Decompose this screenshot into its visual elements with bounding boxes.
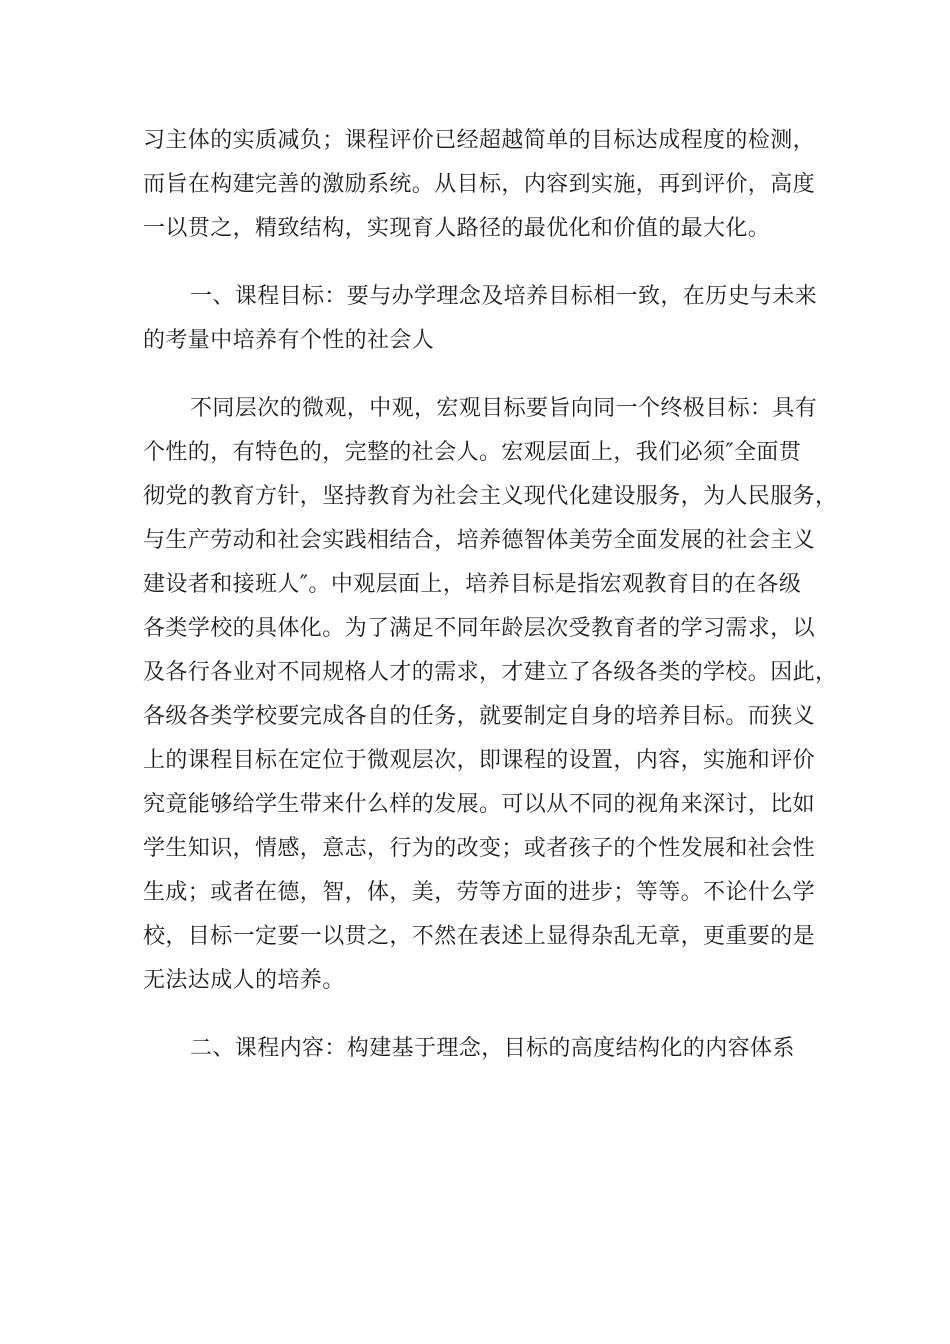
section-heading-2: 二、课程内容：构建基于理念，目标的高度结构化的内容体系 [190,1036,795,1061]
paragraph-line: 不同层次的微观，中观，宏观目标要旨向同一个终极目标：具有 [190,396,818,421]
paragraph-line: 各类学校的具体化。为了满足不同年龄层次受教育者的学习需求，以 [143,616,816,641]
paragraph-line: 及各行各业对不同规格人才的需求，才建立了各级各类的学校。因此， [143,660,838,685]
paragraph-line: 各级各类学校要完成各自的任务，就要制定自身的培养目标。而狭义 [143,704,816,729]
paragraph-line: 建设者和接班人″。中观层面上，培养目标是指宏观教育目的在各级 [143,572,802,597]
paragraph-line: 而旨在构建完善的激励系统。从目标，内容到实施，再到评价，高度 [143,172,816,197]
section-heading-1-cont: 的考量中培养有个性的社会人 [143,328,435,353]
paragraph-line: 个性的，有特色的，完整的社会人。宏观层面上，我们必须″全面贯 [143,440,802,465]
paragraph-line: 校，目标一定要一以贯之，不然在表述上显得杂乱无章，更重要的是 [143,924,816,949]
paragraph-line: 究竟能够给学生带来什么样的发展。可以从不同的视角来深讨，比如 [143,792,816,817]
paragraph-line: 学生知识，情感，意志，行为的改变；或者孩子的个性发展和社会性 [143,836,816,861]
section-heading-1: 一、课程目标：要与办学理念及培养目标相一致，在历史与未来 [190,284,818,309]
paragraph-line: 一以贯之，精致结构，实现育人路径的最优化和价值的最大化。 [143,216,771,241]
paragraph-line: 与生产劳动和社会实践相结合，培养德智体美劳全面发展的社会主义 [143,528,816,553]
paragraph-line: 上的课程目标在定位于微观层次，即课程的设置，内容，实施和评价 [143,748,816,773]
paragraph-line: 习主体的实质减负；课程评价已经超越简单的目标达成程度的检测， [143,128,816,153]
paragraph-line: 无法达成人的培养。 [143,968,345,993]
paragraph-line: 彻党的教育方针，坚持教育为社会主义现代化建设服务，为人民服务， [143,484,838,509]
paragraph-line: 生成；或者在德，智，体，美，劳等方面的进步；等等。不论什么学 [143,880,816,905]
